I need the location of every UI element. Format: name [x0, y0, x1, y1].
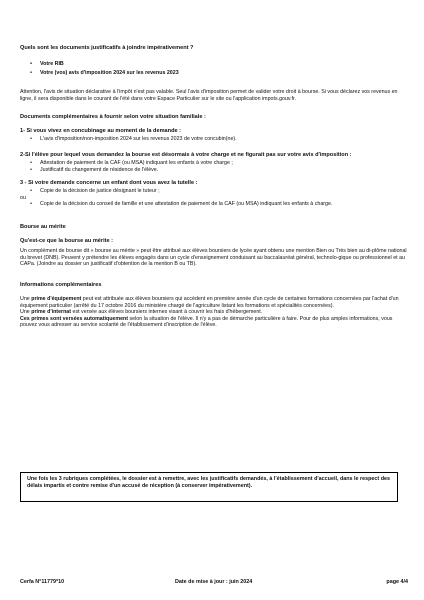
bullet-icon: •: [30, 188, 32, 194]
merit-title: Bourse au mérite: [20, 224, 66, 230]
list-item: • Attestation de paiement de la CAF (ou MSA) indiquant les enfants à votre charge ;: [20, 160, 408, 167]
list-item: • L'avis d'imposition/non-imposition 2024 sur les revenus 2023 de votre concubin(ne).: [20, 136, 408, 143]
list-item: • Copie de la décision de justice désignant le tuteur ;: [20, 188, 408, 195]
case3-title: 3 - Si votre demande concerne un enfant dont vous avez la tutelle :: [20, 180, 198, 186]
equipment-prime-paragraph: Une prime d'équipement peut est attribuée aux élèves boursiers qui accèdent en première année d'un cycle de certaines formations concernées par l'achat d'un équipement particulier (arrêté du 17 octobre 2016 du ministère chargé de l'agriculture listant les formations et spécialités concernées).: [20, 296, 399, 309]
merit-paragraph: Un complément de bourse dit « bourse au mérite » peut être attribué aux élèves boursiers de lycée ayant obtenu une mention Bien ou Très bien au di-plôme national du brevet (DNB). Peuvent y prétendre les élèves engagés dans un cycle d'enseignement conduisant au baccalauréat général, technolo-gique ou professionnel et au CAPa. (Joindre au dossier un justificatif d'obtention de la mention B ou TB).: [20, 248, 407, 268]
cerfa-number: Cerfa N°11779*10: [20, 579, 65, 585]
case1-title: 1- Si vous vivez en concubinage au moment de la demande :: [20, 128, 182, 134]
list-item: • Votre RIB: [20, 61, 408, 68]
bullet-icon: •: [30, 136, 32, 142]
boarding-prime-paragraph: Une prime d'internat est versée aux élèves boursiers internes visant à couvrir les frais d'hébergement.: [20, 309, 263, 316]
bullet-icon: •: [30, 160, 32, 166]
automatic-payment-paragraph: Ces primes sont versées automatiquement selon la situation de l'élève. Il n'y a pas de démarche particulière à faire. Pour de plus amples informations, vous pouvez vous adresser au service scolarité de l'établissement d'inscription de l'élève.: [20, 315, 393, 329]
section-complementary-title: Documents complémentaires à fournir selon votre situation familiale :: [20, 114, 206, 120]
additional-info-title: Informations complémentaires: [20, 282, 102, 288]
list-item: • Copie de la décision du conseil de famille et une attestation de paiement de la CAF (ou MSA) indiquant les enfants à charge.: [20, 201, 408, 208]
section-required-docs-title: Quels sont les documents justificatifs à joindre impérativement ?: [20, 45, 194, 51]
or-label: ou: [20, 194, 26, 201]
merit-subtitle: Qu'est-ce que la bourse au mérite :: [20, 238, 114, 244]
bullet-icon: •: [30, 201, 32, 208]
bullet-icon: •: [30, 61, 32, 67]
bullet-icon: •: [30, 69, 32, 76]
required-docs-list: [20, 61, 408, 76]
case1-list: [20, 136, 408, 143]
submission-notice-box: [20, 472, 398, 502]
case2-list: [20, 160, 408, 173]
submission-notice-text: Une fois les 3 rubriques complétées, le dossier est à remettre, avec les justificatifs demandés, à l'établissement d'accueil, dans le respect des délais impartis et contre remise d'un accusé de réception (à conserver impérativement).: [27, 476, 390, 489]
page-number: page 4/4: [386, 579, 408, 585]
additional-info-text: [20, 296, 408, 329]
update-date: Date de mise à jour : juin 2024: [175, 579, 253, 585]
case3-list: [20, 188, 408, 208]
bullet-icon: •: [30, 166, 32, 173]
list-item: • Votre (vos) avis d'imposition 2024 sur les revenus 2023: [20, 70, 408, 77]
attention-paragraph: Attention, l'avis de situation déclarative à l'impôt n'est pas valable. Seul l'avis d'imposition permet de valider votre droit à bourse. Si vous déclarez vos revenus en ligne, il sera disponible dans le courant de l'été dans votre Espace Particulier sur le site ou l'application impots.gouv.fr.: [20, 89, 398, 102]
case2-title: 2-Si l'élève pour lequel vous demandez la bourse est désormais à votre charge et ne figurait pas sur votre avis d'imposition :: [20, 152, 352, 158]
list-item: • Justificatif du changement de résidence de l'élève.: [20, 167, 408, 174]
